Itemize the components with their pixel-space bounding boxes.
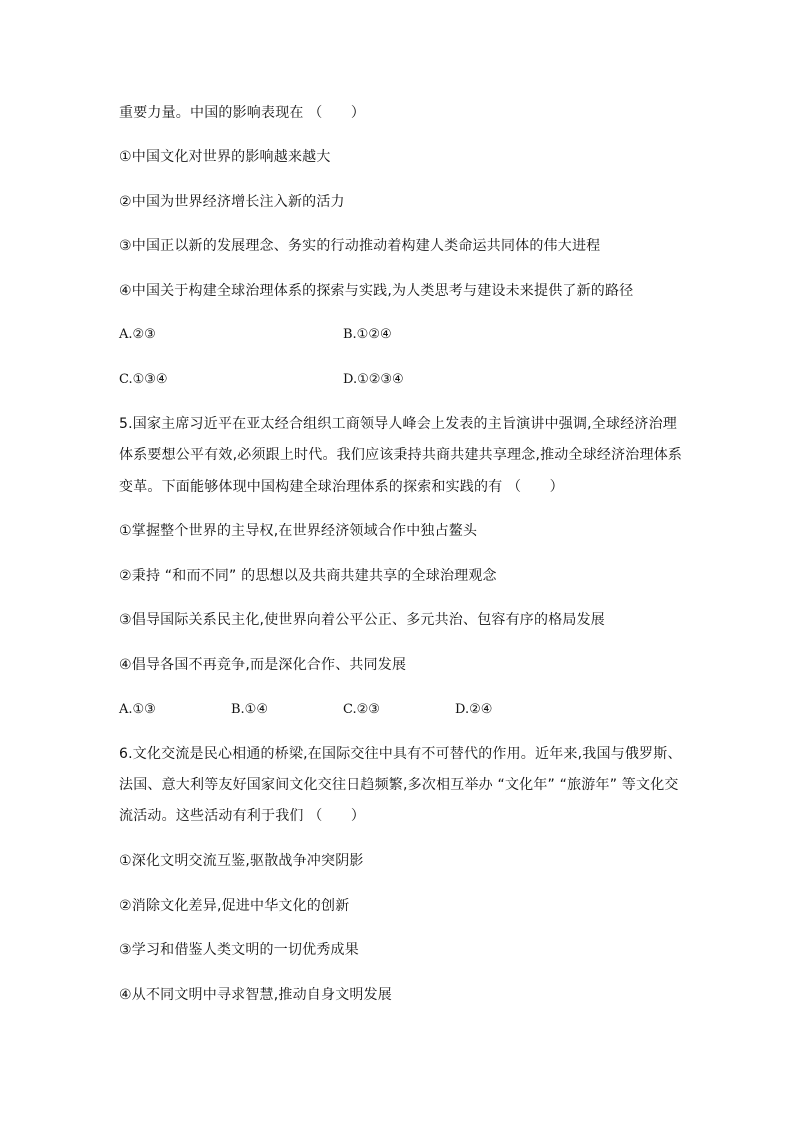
q5-stem-line-2: 体系要想公平有效,必须跟上时代。我们应该秉持共商共建共享理念,推动全球经济治理体系	[119, 447, 683, 463]
q4-option-d: D.①②③④	[343, 372, 404, 387]
q5-option-d: D.②④	[455, 702, 493, 717]
q6-item-2: ②消除文化差异,促进中华文化的创新	[119, 898, 350, 914]
q4-option-b: B.①②④	[343, 327, 392, 342]
q6-stem-line-2: 法国、意大利等友好国家间文化交往日趋频繁,多次相互举办 “文化年” “旅游年” 等文化交	[119, 777, 679, 793]
q4-option-c: C.①③④	[119, 372, 168, 387]
q5-option-a: A.①③	[119, 702, 156, 717]
q5-option-c: C.②③	[343, 702, 380, 717]
q5-item-2: ②秉持 “和而不同” 的思想以及共商共建共享的全球治理观念	[119, 568, 497, 584]
q5-stem-line-3: 变革。下面能够体现中国构建全球治理体系的探索和实践的有 （ ）	[119, 479, 564, 495]
q6-item-1: ①深化文明交流互鉴,驱散战争冲突阴影	[119, 853, 364, 869]
q5-option-b: B.①④	[231, 702, 268, 717]
q5-item-3: ③倡导国际关系民主化,使世界向着公平公正、多元共治、包容有序的格局发展	[119, 612, 605, 628]
q4-item-2: ②中国为世界经济增长注入新的活力	[119, 194, 345, 210]
q4-option-a: A.②③	[119, 327, 156, 342]
q5-item-4: ④倡导各国不再竞争,而是深化合作、共同发展	[119, 657, 407, 673]
q4-stem-end: 重要力量。中国的影响表现在 （ ）	[119, 105, 366, 121]
q4-item-3: ③中国正以新的发展理念、务实的行动推动着构建人类命运共同体的伟大进程	[119, 238, 601, 254]
q5-item-1: ①掌握整个世界的主导权,在世界经济领域合作中独占鳌头	[119, 523, 478, 539]
q6-stem-line-1: 6.文化交流是民心相通的桥梁,在国际交往中具有不可替代的作用。近年来,我国与俄罗斯、	[119, 746, 682, 762]
q6-item-3: ③学习和借鉴人类文明的一切优秀成果	[119, 942, 359, 958]
q5-stem-line-1: 5.国家主席习近平在亚太经合组织工商领导人峰会上发表的主旨演讲中强调,全球经济治理	[119, 416, 678, 432]
q6-stem-line-3: 流活动。这些活动有利于我们 （ ）	[119, 808, 366, 824]
q4-item-4: ④中国关于构建全球治理体系的探索与实践,为人类思考与建设未来提供了新的路径	[119, 283, 634, 299]
q4-item-1: ①中国文化对世界的影响越来越大	[119, 149, 331, 165]
q6-item-4: ④从不同文明中寻求智慧,推动自身文明发展	[119, 987, 392, 1003]
